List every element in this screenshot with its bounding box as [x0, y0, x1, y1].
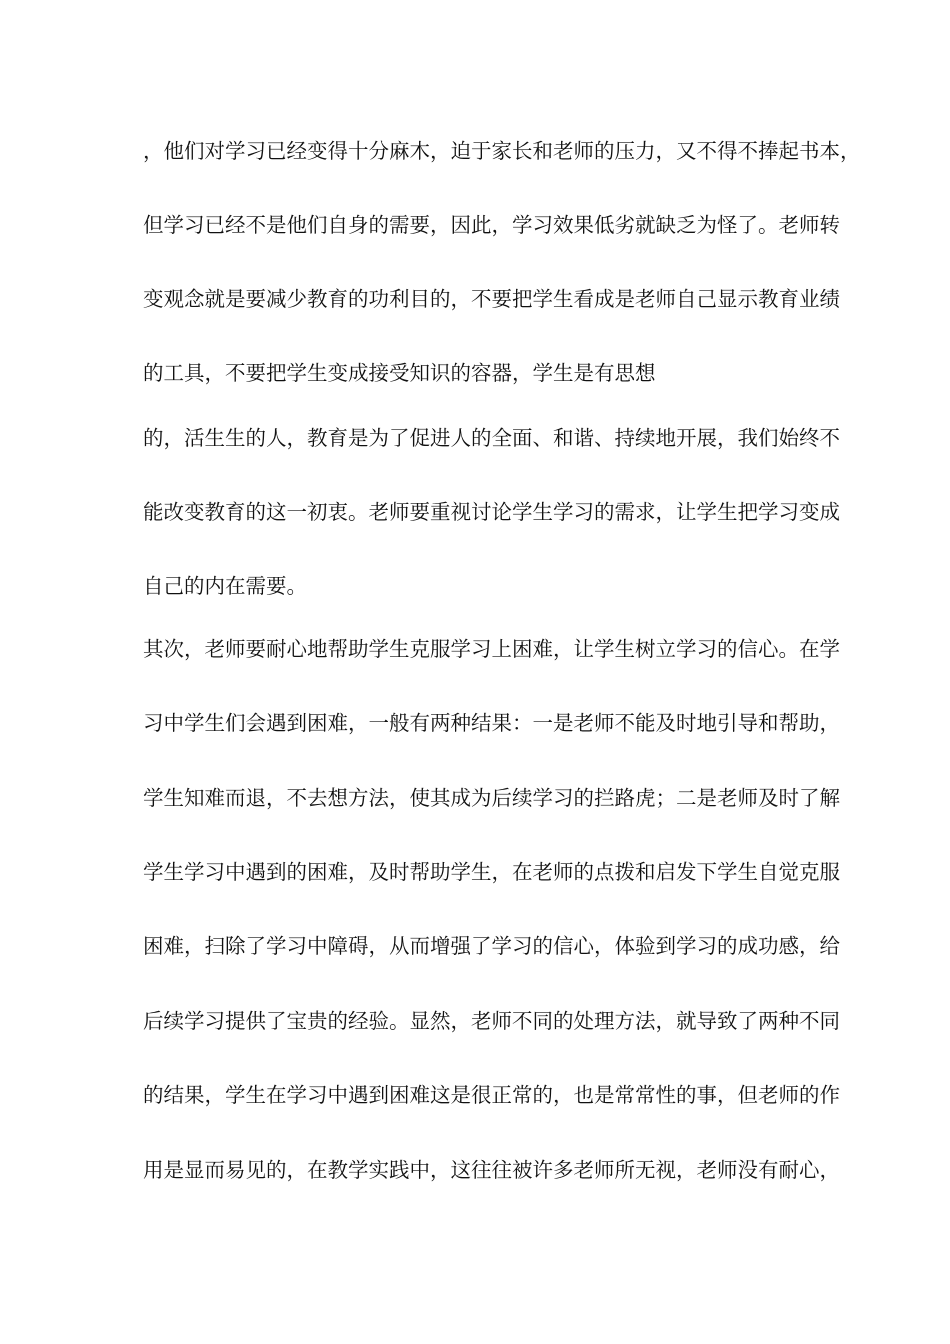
text-line: 变观念就是要减少教育的功利目的，不要把学生看成是老师自己显示教育业绩 — [143, 287, 840, 311]
text-line: ，他们对学习已经变得十分麻木，迫于家长和老师的压力，又不得不捧起书本， — [143, 139, 861, 163]
text-line: 能改变教育的这一初衷。老师要重视讨论学生学习的需求，让学生把学习变成 — [143, 500, 840, 524]
text-line: 但学习已经不是他们自身的需要，因此，学习效果低劣就缺乏为怪了。老师转 — [143, 213, 840, 237]
text-line: 的结果，学生在学习中遇到困难这是很正常的，也是常常性的事，但老师的作 — [143, 1083, 840, 1107]
text-line: 学生知难而退，不去想方法，使其成为后续学习的拦路虎；二是老师及时了解 — [143, 786, 840, 810]
text-line: 习中学生们会遇到困难，一般有两种结果：一是老师不能及时地引导和帮助， — [143, 711, 840, 735]
text-line: 用是显而易见的，在教学实践中，这往往被许多老师所无视，老师没有耐心， — [143, 1158, 840, 1182]
text-line: 后续学习提供了宝贵的经验。显然，老师不同的处理方法，就导致了两种不同 — [143, 1009, 840, 1033]
text-line: 学生学习中遇到的困难，及时帮助学生，在老师的点拨和启发下学生自觉克服 — [143, 860, 840, 884]
text-line: 自己的内在需要。 — [143, 574, 307, 598]
text-line: 困难，扫除了学习中障碍，从而增强了学习的信心，体验到学习的成功感，给 — [143, 934, 840, 958]
text-line: 的工具，不要把学生变成接受知识的容器，学生是有思想 — [143, 361, 656, 385]
text-line: 的，活生生的人，教育是为了促进人的全面、和谐、持续地开展，我们始终不 — [143, 426, 840, 450]
text-line: 其次，老师要耐心地帮助学生克服学习上困难，让学生树立学习的信心。在学 — [143, 637, 840, 661]
